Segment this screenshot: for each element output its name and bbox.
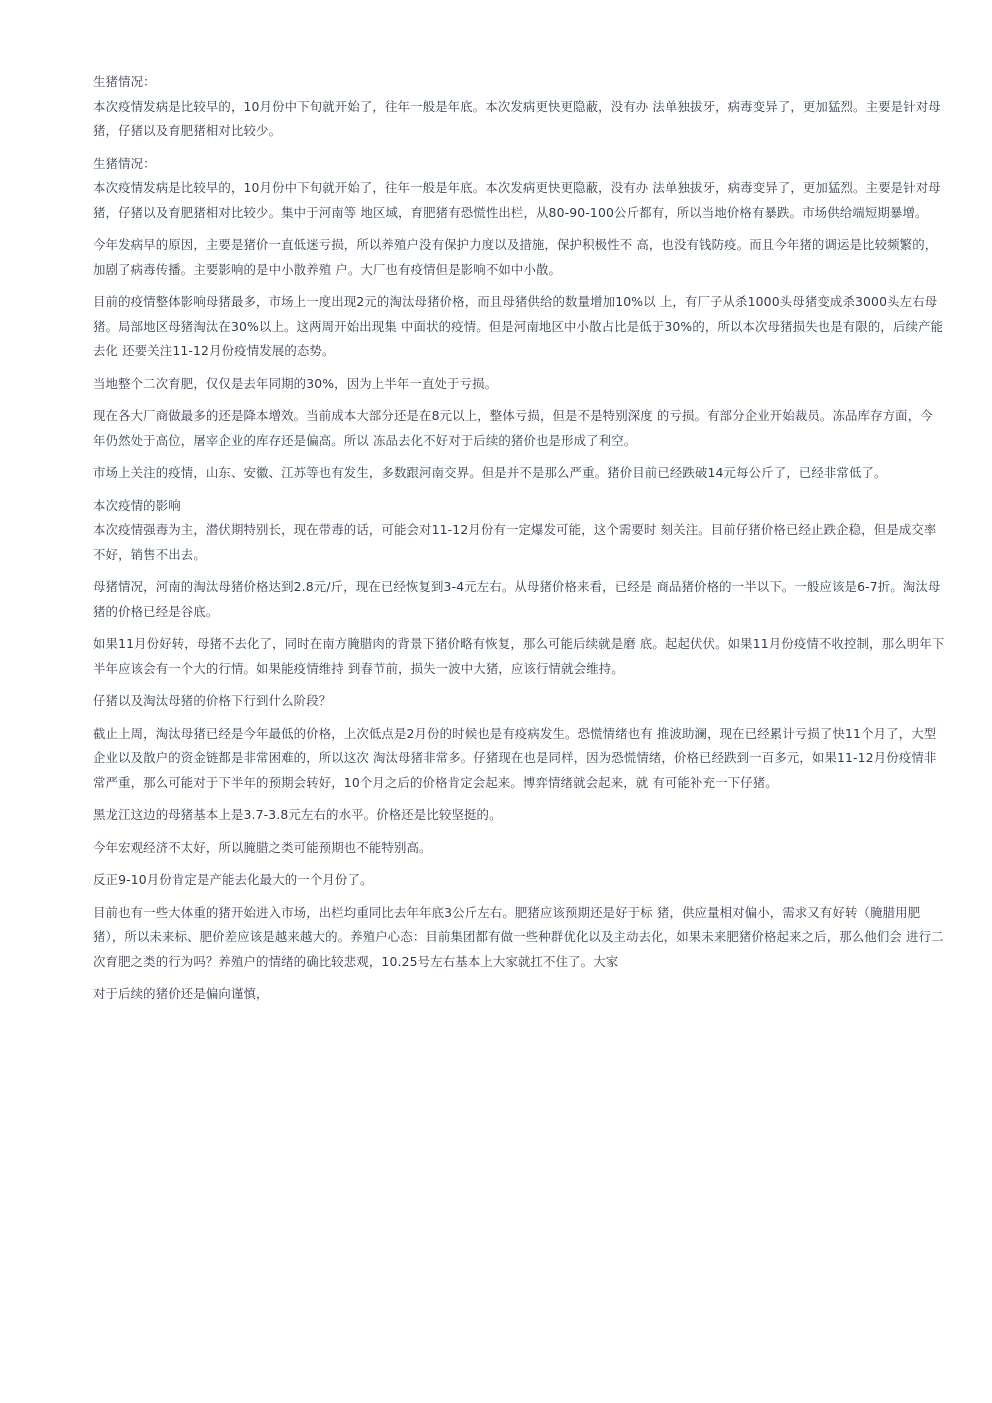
paragraph-text: 今年发病早的原因，主要是猪价一直低迷亏损，所以养殖户没有保护力度以及措施，保护积极性不 高，也没有钱防疫。而且今年猪的调运是比较频繁的，加剧了病毒传播。主要影响的是中小散养殖 户。大厂也有疫情但是影响不如中小散。 — [93, 237, 938, 277]
paragraph-text: 如果11月份好转，母猪不去化了，同时在南方腌腊肉的背景下猪价略有恢复，那么可能后续就是磨 底。起起伏伏。如果11月份疫情不收控制，那么明年下半年应该会有一个大的行情。如果能疫情维持 到春节前，损失一波中大猪，应该行情就会维持。 — [93, 636, 945, 676]
paragraph — [93, 575, 945, 624]
section-heading: 生猪情况： — [93, 155, 156, 171]
paragraph — [93, 689, 945, 714]
paragraph-text: 现在各大厂商做最多的还是降本增效。当前成本大部分还是在8元以上，整体亏损，但是不是特别深度 的亏损。有部分企业开始裁员。冻品库存方面，今年仍然处于高位，屠宰企业的库存还是偏高。所以 冻品去化不好对于后续的猪价也是形成了利空。 — [93, 408, 933, 448]
paragraph — [93, 372, 945, 397]
paragraph — [93, 803, 945, 828]
section-heading: 本次疫情的影响 — [93, 497, 181, 513]
paragraph — [93, 982, 945, 1007]
paragraph-text: 黑龙江这边的母猪基本上是3.7-3.8元左右的水平。价格还是比较坚挺的。 — [93, 807, 502, 822]
paragraph — [93, 494, 945, 568]
paragraph — [93, 70, 945, 144]
paragraph — [93, 461, 945, 486]
paragraph — [93, 632, 945, 681]
paragraph-text: 目前的疫情整体影响母猪最多，市场上一度出现2元的淘汰母猪价格，而且母猪供给的数量增加10%以 上，有厂子从杀1000头母猪变成杀3000头左右母猪。局部地区母猪淘汰在30%以上。这两周开始出现集 中面状的疫情。但是河南地区中小散占比是低于30%的，所以本次母猪损失也是有限的，后续产能去化 还要关注11-12月份疫情发展的态势。 — [93, 294, 944, 358]
paragraph — [93, 722, 945, 796]
paragraph-text: 目前也有一些大体重的猪开始进入市场，出栏均重同比去年年底3公斤左右。肥猪应该预期还是好于标 猪，供应量相对偏小，需求又有好转（腌腊用肥猪），所以未来标、肥价差应该是越来越大的。养殖户心态：目前集团都有做一些种群优化以及主动去化，如果未来肥猪价格起来之后，那么他们会 进行二次育肥之类的行为吗？养殖户的情绪的确比较悲观，10.25号左右基本上大家就扛不住了。大家 — [93, 904, 944, 969]
paragraph-text: 市场上关注的疫情，山东、安徽、江苏等也有发生，多数跟河南交界。但是并不是那么严重。猪价目前已经跌破14元每公斤了，已经非常低了。 — [93, 465, 887, 480]
paragraph — [93, 868, 945, 893]
paragraph-text: 今年宏观经济不太好，所以腌腊之类可能预期也不能特别高。 — [93, 839, 432, 855]
document-body — [93, 70, 945, 1015]
paragraph — [93, 901, 945, 975]
paragraph — [93, 290, 945, 364]
paragraph — [93, 404, 945, 453]
paragraph-text: 本次疫情发病是比较早的，10月份中下旬就开始了，往年一般是年底。本次发病更快更隐蔽，没有办 法单独拔牙，病毒变异了，更加猛烈。主要是针对母猪，仔猪以及育肥猪相对比较少。集中于河南等 地区域，育肥猪有恐慌性出栏，从80-90-100公斤都有，所以当地价格有暴跌。市场供给端短期暴增。 — [93, 180, 941, 220]
paragraph-text: 反正9-10月份肯定是产能去化最大的一个月份了。 — [93, 872, 373, 887]
paragraph-text: 当地整个二次育肥，仅仅是去年同期的30%，因为上半年一直处于亏损。 — [93, 375, 498, 391]
question-heading: 仔猪以及淘汰母猪的价格下行到什么阶段？ — [93, 693, 332, 708]
section-heading: 生猪情况： — [93, 74, 156, 89]
paragraph-text: 截止上周，淘汰母猪已经是今年最低的价格，上次低点是2月份的时候也是有疫病发生。恐慌情绪也有 推波助澜，现在已经累计亏损了快11个月了，大型企业以及散户的资金链都是非常困难的，所以这次 淘汰母猪非常多。仔猪现在也是同样，因为恐慌情绪，价格已经跌到一百多元，如果11-12月份疫情非 常严重，那么可能对于下半年的预期会转好，10个月之后的价格肯定会起来。博弈情绪就会起来，就 有可能补充一下仔猪。 — [93, 725, 937, 790]
paragraph — [93, 836, 945, 861]
paragraph — [93, 152, 945, 226]
paragraph-text: 本次疫情强毒为主，潜伏期特别长，现在带毒的话，可能会对11-12月份有一定爆发可能，这个需要时 刻关注。目前仔猪价格已经止跌企稳，但是成交率不好，销售不出去。 — [93, 522, 937, 562]
paragraph-text: 本次疫情发病是比较早的，10月份中下旬就开始了，往年一般是年底。本次发病更快更隐蔽，没有办 法单独拔牙，病毒变异了，更加猛烈。主要是针对母猪，仔猪以及育肥猪相对比较少。 — [93, 98, 941, 138]
paragraph-text: 母猪情况，河南的淘汰母猪价格达到2.8元/斤，现在已经恢复到3-4元左右。从母猪价格来看，已经是 商品猪价格的一半以下。一般应该是6-7折。淘汰母猪的价格已经是谷底。 — [93, 579, 941, 619]
paragraph-text: 对于后续的猪价还是偏向谨慎， — [93, 986, 269, 1001]
paragraph — [93, 233, 945, 282]
